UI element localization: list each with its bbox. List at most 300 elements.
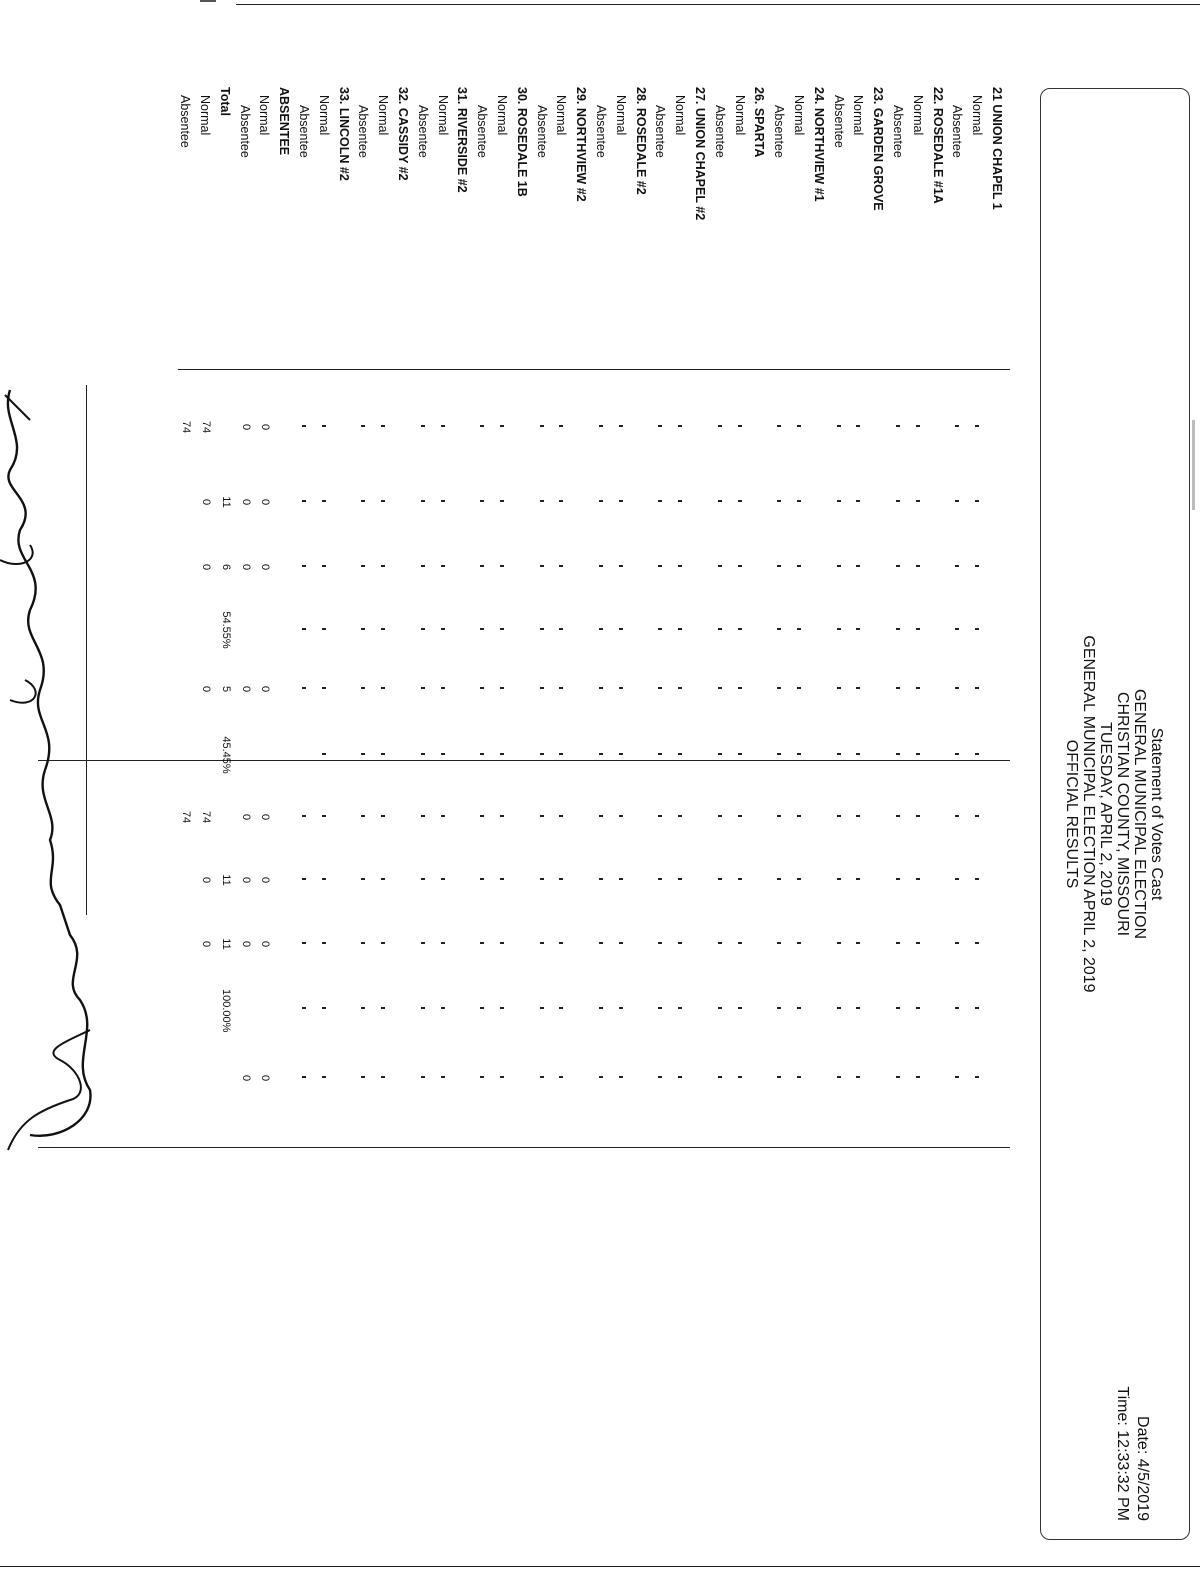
vote-count-cell: 5 <box>219 685 232 693</box>
empty-cell-dot <box>421 1007 425 1009</box>
empty-cell-dot <box>658 815 662 817</box>
vote-count-cell: 0 <box>239 813 252 821</box>
empty-cell-dot <box>678 425 682 427</box>
empty-cell-dot <box>678 1007 682 1009</box>
empty-cell-dot <box>302 565 306 567</box>
vote-count-cell: 0 <box>239 685 252 693</box>
row-label: 26. SPARTA <box>752 87 767 158</box>
row-label: 22. ROSEDALE #1A <box>930 87 945 204</box>
empty-cell-dot <box>896 425 900 427</box>
empty-cell-dot <box>599 425 603 427</box>
empty-cell-dot <box>559 425 563 427</box>
empty-cell-dot <box>678 878 682 880</box>
empty-cell-dot <box>480 1007 484 1009</box>
empty-cell-dot <box>559 878 563 880</box>
empty-cell-dot <box>599 1007 603 1009</box>
report-title: Statement of Votes Cast <box>1148 727 1165 901</box>
empty-cell-dot <box>421 1076 425 1078</box>
empty-cell-dot <box>718 942 722 944</box>
empty-cell-dot <box>619 628 623 630</box>
empty-cell-dot <box>361 942 365 944</box>
empty-cell-dot <box>302 942 306 944</box>
vote-count-cell: 0 <box>239 876 252 884</box>
empty-cell-dot <box>381 687 385 689</box>
empty-cell-dot <box>658 942 662 944</box>
empty-cell-dot <box>975 628 979 630</box>
empty-cell-dot <box>619 815 623 817</box>
vote-count-cell: 74 <box>200 810 212 824</box>
empty-cell-dot <box>599 565 603 567</box>
empty-cell-dot <box>559 565 563 567</box>
row-label: Absentee <box>356 105 371 158</box>
empty-cell-dot <box>500 1007 504 1009</box>
empty-cell-dot <box>738 815 742 817</box>
empty-cell-dot <box>322 500 326 502</box>
row-label: Absentee <box>475 105 490 158</box>
empty-cell-dot <box>599 687 603 689</box>
empty-cell-dot <box>777 1007 781 1009</box>
empty-cell-dot <box>480 878 484 880</box>
empty-cell-dot <box>975 753 979 755</box>
empty-cell-dot <box>421 565 425 567</box>
empty-cell-dot <box>500 942 504 944</box>
row-label: Total <box>217 87 232 116</box>
empty-cell-dot <box>955 878 959 880</box>
vote-count-cell: 0 <box>200 563 212 571</box>
empty-cell-dot <box>559 687 563 689</box>
empty-cell-dot <box>837 687 841 689</box>
empty-cell-dot <box>916 687 920 689</box>
empty-cell-dot <box>559 942 563 944</box>
empty-cell-dot <box>302 878 306 880</box>
empty-cell-dot <box>678 753 682 755</box>
empty-cell-dot <box>658 500 662 502</box>
empty-cell-dot <box>718 878 722 880</box>
empty-cell-dot <box>916 815 920 817</box>
vote-count-cell: 74 <box>200 420 212 434</box>
row-label: 28. ROSEDALE #2 <box>633 87 648 195</box>
empty-cell-dot <box>500 628 504 630</box>
empty-cell-dot <box>896 942 900 944</box>
empty-cell-dot <box>797 815 801 817</box>
empty-cell-dot <box>302 1007 306 1009</box>
empty-cell-dot <box>896 628 900 630</box>
empty-cell-dot <box>421 425 425 427</box>
empty-cell-dot <box>619 1076 623 1078</box>
empty-cell-dot <box>302 1076 306 1078</box>
empty-cell-dot <box>856 687 860 689</box>
empty-cell-dot <box>916 1007 920 1009</box>
empty-cell-dot <box>896 687 900 689</box>
empty-cell-dot <box>441 1007 445 1009</box>
empty-cell-dot <box>480 1076 484 1078</box>
vote-count-cell: 11 <box>219 938 232 950</box>
empty-cell-dot <box>975 815 979 817</box>
row-label: 27. UNION CHAPEL #2 <box>693 87 707 221</box>
empty-cell-dot <box>500 815 504 817</box>
vote-count-cell: 0 <box>259 423 272 431</box>
scan-mark <box>200 0 216 2</box>
empty-cell-dot <box>678 1076 682 1078</box>
empty-cell-dot <box>777 687 781 689</box>
empty-cell-dot <box>619 1007 623 1009</box>
empty-cell-dot <box>678 687 682 689</box>
row-label: Normal <box>732 95 747 136</box>
results-status: OFFICIAL RESULTS <box>1063 739 1080 889</box>
empty-cell-dot <box>777 500 781 502</box>
empty-cell-dot <box>322 815 326 817</box>
empty-cell-dot <box>738 942 742 944</box>
empty-cell-dot <box>480 500 484 502</box>
empty-cell-dot <box>797 500 801 502</box>
empty-cell-dot <box>718 687 722 689</box>
empty-cell-dot <box>856 878 860 880</box>
empty-cell-dot <box>302 425 306 427</box>
empty-cell-dot <box>955 815 959 817</box>
empty-cell-dot <box>599 753 603 755</box>
vote-count-cell: 0 <box>200 940 212 948</box>
empty-cell-dot <box>738 425 742 427</box>
empty-cell-dot <box>837 878 841 880</box>
empty-cell-dot <box>619 687 623 689</box>
empty-cell-dot <box>599 500 603 502</box>
empty-cell-dot <box>738 1007 742 1009</box>
empty-cell-dot <box>658 565 662 567</box>
empty-cell-dot <box>896 500 900 502</box>
empty-cell-dot <box>955 500 959 502</box>
empty-cell-dot <box>777 878 781 880</box>
row-label: Normal <box>673 95 688 136</box>
row-label: Absentee <box>772 105 787 158</box>
vote-count-cell: 0 <box>259 685 272 693</box>
empty-cell-dot <box>322 628 326 630</box>
empty-cell-dot <box>738 687 742 689</box>
empty-cell-dot <box>599 942 603 944</box>
vote-count-cell: 0 <box>239 563 252 571</box>
table-bottom-rule-left <box>86 385 87 915</box>
empty-cell-dot <box>441 425 445 427</box>
empty-cell-dot <box>856 425 860 427</box>
empty-cell-dot <box>302 815 306 817</box>
election-date: TUESDAY, APRIL 2, 2019 <box>1097 722 1114 906</box>
empty-cell-dot <box>975 1076 979 1078</box>
empty-cell-dot <box>658 1076 662 1078</box>
empty-cell-dot <box>975 878 979 880</box>
empty-cell-dot <box>421 878 425 880</box>
empty-cell-dot <box>916 628 920 630</box>
empty-cell-dot <box>955 628 959 630</box>
empty-cell-dot <box>381 425 385 427</box>
empty-cell-dot <box>480 815 484 817</box>
empty-cell-dot <box>738 628 742 630</box>
empty-cell-dot <box>777 565 781 567</box>
empty-cell-dot <box>658 878 662 880</box>
empty-cell-dot <box>540 1076 544 1078</box>
empty-cell-dot <box>777 815 781 817</box>
empty-cell-dot <box>619 753 623 755</box>
empty-cell-dot <box>797 1007 801 1009</box>
empty-cell-dot <box>381 565 385 567</box>
empty-cell-dot <box>975 1007 979 1009</box>
empty-cell-dot <box>856 628 860 630</box>
empty-cell-dot <box>322 1076 326 1078</box>
report-time: Time: 12:33:32 PM <box>1114 1386 1131 1521</box>
empty-cell-dot <box>322 687 326 689</box>
empty-cell-dot <box>540 500 544 502</box>
empty-cell-dot <box>361 628 365 630</box>
empty-cell-dot <box>975 500 979 502</box>
empty-cell-dot <box>856 753 860 755</box>
empty-cell-dot <box>540 753 544 755</box>
empty-cell-dot <box>559 500 563 502</box>
empty-cell-dot <box>480 942 484 944</box>
row-label: 32. CASSIDY #2 <box>396 87 410 181</box>
empty-cell-dot <box>797 425 801 427</box>
empty-cell-dot <box>599 628 603 630</box>
empty-cell-dot <box>955 687 959 689</box>
row-label: Normal <box>851 95 866 136</box>
empty-cell-dot <box>837 1076 841 1078</box>
empty-cell-dot <box>955 942 959 944</box>
empty-cell-dot <box>381 753 385 755</box>
vote-count-cell: 11 <box>219 874 232 886</box>
row-label: 33. LINCOLN #2 <box>336 87 351 181</box>
empty-cell-dot <box>381 500 385 502</box>
row-label: Absentee <box>653 105 668 158</box>
empty-cell-dot <box>718 628 722 630</box>
empty-cell-dot <box>718 565 722 567</box>
empty-cell-dot <box>599 1076 603 1078</box>
empty-cell-dot <box>322 753 326 755</box>
table-right-rule <box>38 1147 1010 1148</box>
vote-count-cell: 45.45% <box>219 736 232 774</box>
row-label: Normal <box>495 95 509 136</box>
empty-cell-dot <box>559 1007 563 1009</box>
empty-cell-dot <box>916 1076 920 1078</box>
row-label: Normal <box>376 95 391 136</box>
empty-cell-dot <box>975 565 979 567</box>
empty-cell-dot <box>322 1007 326 1009</box>
row-label: Absentee <box>831 95 846 148</box>
empty-cell-dot <box>302 687 306 689</box>
empty-cell-dot <box>619 500 623 502</box>
county-name: CHRISTIAN COUNTY, MISSOURI <box>1114 691 1131 937</box>
empty-cell-dot <box>421 815 425 817</box>
empty-cell-dot <box>658 687 662 689</box>
empty-cell-dot <box>678 500 682 502</box>
empty-cell-dot <box>381 815 385 817</box>
empty-cell-dot <box>837 500 841 502</box>
empty-cell-dot <box>738 500 742 502</box>
row-label: Absentee <box>534 105 549 158</box>
empty-cell-dot <box>658 628 662 630</box>
empty-cell-dot <box>837 565 841 567</box>
empty-cell-dot <box>381 628 385 630</box>
empty-cell-dot <box>658 425 662 427</box>
empty-cell-dot <box>500 425 504 427</box>
empty-cell-dot <box>678 815 682 817</box>
empty-cell-dot <box>738 878 742 880</box>
empty-cell-dot <box>797 628 801 630</box>
empty-cell-dot <box>718 1007 722 1009</box>
empty-cell-dot <box>777 628 781 630</box>
empty-cell-dot <box>718 425 722 427</box>
empty-cell-dot <box>718 500 722 502</box>
empty-cell-dot <box>441 942 445 944</box>
empty-cell-dot <box>738 753 742 755</box>
row-label: Absentee <box>178 95 193 148</box>
empty-cell-dot <box>718 753 722 755</box>
empty-cell-dot <box>916 500 920 502</box>
row-label: Normal <box>554 95 569 136</box>
empty-cell-dot <box>916 878 920 880</box>
vote-count-cell: 0 <box>200 876 212 884</box>
report-date: Date: 4/5/2019 <box>1134 1416 1151 1521</box>
empty-cell-dot <box>619 878 623 880</box>
vote-count-cell: 0 <box>239 423 252 431</box>
empty-cell-dot <box>500 753 504 755</box>
empty-cell-dot <box>441 628 445 630</box>
empty-cell-dot <box>322 878 326 880</box>
empty-cell-dot <box>302 500 306 502</box>
empty-cell-dot <box>540 942 544 944</box>
empty-cell-dot <box>381 1076 385 1078</box>
empty-cell-dot <box>361 753 365 755</box>
row-label: Absentee <box>297 105 311 158</box>
empty-cell-dot <box>797 565 801 567</box>
empty-cell-dot <box>361 687 365 689</box>
empty-cell-dot <box>500 565 504 567</box>
empty-cell-dot <box>421 687 425 689</box>
empty-cell-dot <box>837 425 841 427</box>
empty-cell-dot <box>837 942 841 944</box>
row-label: ABSENTEE <box>277 87 292 156</box>
empty-cell-dot <box>955 1007 959 1009</box>
empty-cell-dot <box>480 687 484 689</box>
vote-count-cell: 0 <box>259 813 272 821</box>
empty-cell-dot <box>797 687 801 689</box>
empty-cell-dot <box>837 1007 841 1009</box>
empty-cell-dot <box>540 628 544 630</box>
vote-count-cell: 54.55% <box>219 611 232 649</box>
empty-cell-dot <box>856 565 860 567</box>
row-label: 29. NORTHVIEW #2 <box>574 87 589 202</box>
empty-cell-dot <box>837 815 841 817</box>
empty-cell-dot <box>718 815 722 817</box>
empty-cell-dot <box>421 628 425 630</box>
empty-cell-dot <box>856 500 860 502</box>
empty-cell-dot <box>955 1076 959 1078</box>
empty-cell-dot <box>916 753 920 755</box>
empty-cell-dot <box>500 1076 504 1078</box>
empty-cell-dot <box>302 628 306 630</box>
report-header <box>1040 88 1190 1540</box>
row-label: Normal <box>198 95 212 136</box>
empty-cell-dot <box>540 878 544 880</box>
scan-edge <box>1192 420 1195 510</box>
empty-cell-dot <box>975 687 979 689</box>
vote-count-cell: 0 <box>259 498 272 506</box>
empty-cell-dot <box>361 878 365 880</box>
row-label: 23. GARDEN GROVE <box>871 87 886 211</box>
top-rule <box>236 4 1200 5</box>
empty-cell-dot <box>540 425 544 427</box>
empty-cell-dot <box>559 1076 563 1078</box>
empty-cell-dot <box>540 815 544 817</box>
empty-cell-dot <box>797 1076 801 1078</box>
vote-count-cell: 0 <box>259 563 272 571</box>
vote-count-cell: 0 <box>259 940 272 948</box>
empty-cell-dot <box>540 1007 544 1009</box>
vote-count-cell: 0 <box>200 498 212 506</box>
row-label: Absentee <box>891 105 905 158</box>
empty-cell-dot <box>896 753 900 755</box>
empty-cell-dot <box>500 687 504 689</box>
empty-cell-dot <box>322 942 326 944</box>
vote-count-cell: 74 <box>180 420 193 434</box>
empty-cell-dot <box>856 815 860 817</box>
empty-cell-dot <box>361 500 365 502</box>
empty-cell-dot <box>361 565 365 567</box>
empty-cell-dot <box>916 942 920 944</box>
row-label: Absentee <box>415 105 430 158</box>
empty-cell-dot <box>678 565 682 567</box>
empty-cell-dot <box>480 565 484 567</box>
row-label: Absentee <box>950 105 965 158</box>
empty-cell-dot <box>896 878 900 880</box>
empty-cell-dot <box>441 1076 445 1078</box>
empty-cell-dot <box>777 753 781 755</box>
empty-cell-dot <box>500 500 504 502</box>
empty-cell-dot <box>441 687 445 689</box>
election-subtitle: GENERAL MUNICIPAL ELECTION APRIL 2, 2019 <box>1080 635 1097 993</box>
empty-cell-dot <box>955 565 959 567</box>
row-label: 21 UNION CHAPEL 1 <box>990 87 1004 210</box>
empty-cell-dot <box>955 753 959 755</box>
empty-cell-dot <box>441 500 445 502</box>
vote-count-cell: 0 <box>239 1074 252 1082</box>
empty-cell-dot <box>856 1076 860 1078</box>
empty-cell-dot <box>559 628 563 630</box>
empty-cell-dot <box>856 942 860 944</box>
table-left-rule <box>178 369 1010 370</box>
vote-count-cell: 0 <box>200 685 212 693</box>
row-label: Absentee <box>237 105 252 158</box>
empty-cell-dot <box>421 753 425 755</box>
empty-cell-dot <box>361 1076 365 1078</box>
row-label: 30. ROSEDALE 1B <box>514 87 529 197</box>
row-label: Normal <box>257 95 272 136</box>
vote-count-cell: 0 <box>239 940 252 948</box>
empty-cell-dot <box>599 815 603 817</box>
empty-cell-dot <box>441 815 445 817</box>
empty-cell-dot <box>381 878 385 880</box>
row-label: Normal <box>613 95 628 136</box>
empty-cell-dot <box>678 942 682 944</box>
empty-cell-dot <box>797 753 801 755</box>
vote-count-cell: 0 <box>239 498 252 506</box>
empty-cell-dot <box>955 425 959 427</box>
row-label: Normal <box>435 95 450 136</box>
vote-count-cell: 6 <box>219 563 232 571</box>
empty-cell-dot <box>361 425 365 427</box>
empty-cell-dot <box>896 1076 900 1078</box>
row-label: Normal <box>792 95 806 136</box>
empty-cell-dot <box>738 565 742 567</box>
empty-cell-dot <box>896 1007 900 1009</box>
empty-cell-dot <box>777 942 781 944</box>
empty-cell-dot <box>559 815 563 817</box>
